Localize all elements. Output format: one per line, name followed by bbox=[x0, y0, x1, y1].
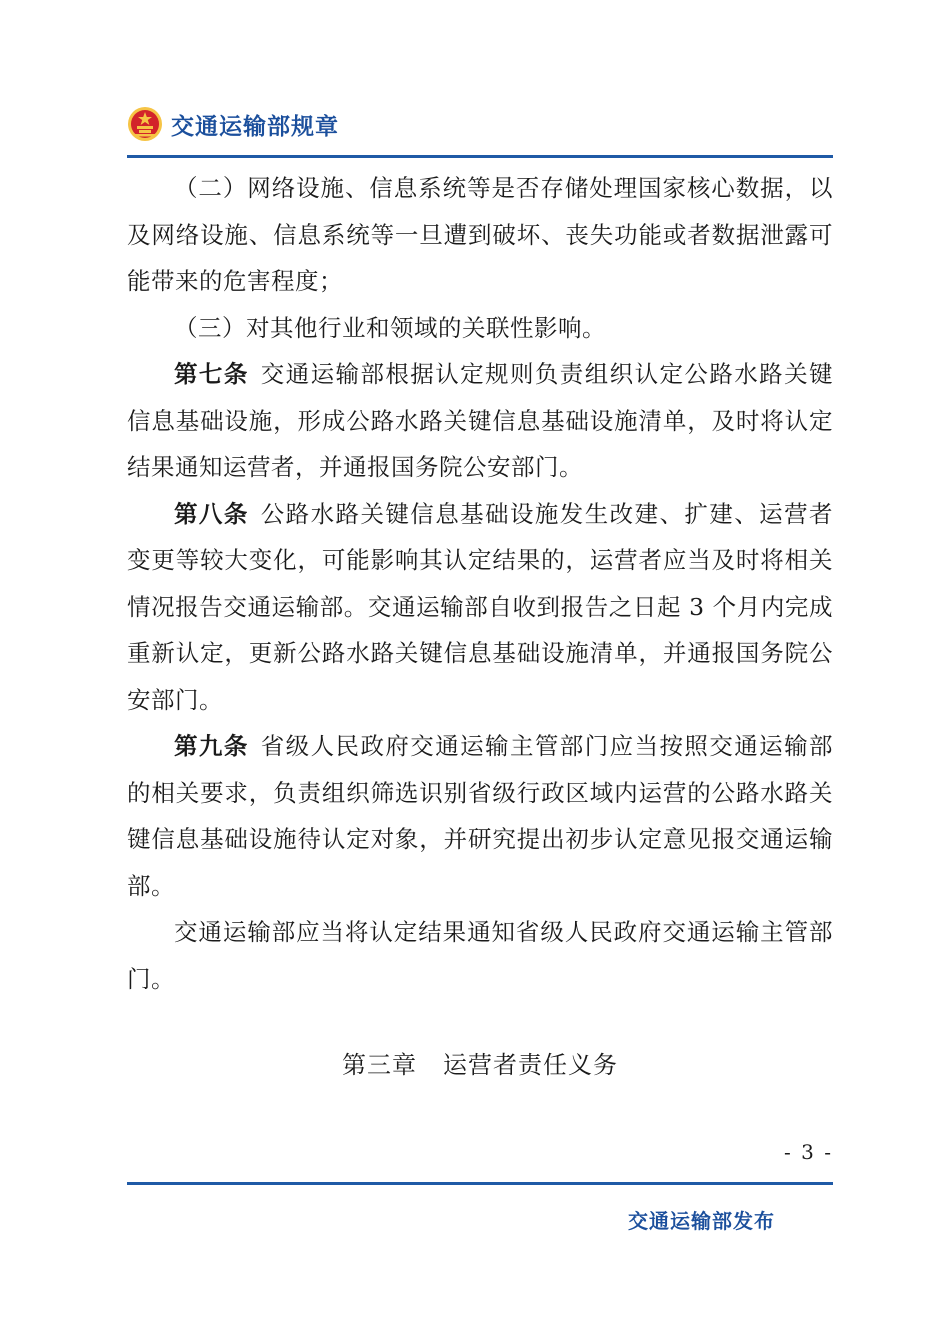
article-nine-second-paragraph: 交通运输部应当将认定结果通知省级人民政府交通运输主管部门。 bbox=[127, 918, 833, 993]
article-eight-label: 第八条 bbox=[174, 499, 249, 528]
article-nine-text: 省级人民政府交通运输主管部门应当按照交通运输部的相关要求，负责组织筛选识别省级行政区域内运营的公路水路关键信息基础设施待认定对象，并研究提出初步认定意见报交通运输部。 bbox=[127, 732, 834, 900]
clause-three: （三）对其他行业和领域的关联性影响。 bbox=[174, 313, 606, 342]
article-eight-text: 公路水路关键信息基础设施发生改建、扩建、运营者变更等较大变化，可能影响其认定结果的，运营者应当及时将相关情况报告交通运输部。交通运输部自收到报告之日起 3 个月内完成重新认定，更新公路水路关键信息基础设施清单，并通报国务院公安部门。 bbox=[127, 499, 834, 714]
article-seven bbox=[127, 351, 833, 491]
article-seven-text: 交通运输部根据认定规则负责组织认定公路水路关键信息基础设施，形成公路水路关键信息基础设施清单，及时将认定结果通知运营者，并通报国务院公安部门。 bbox=[127, 360, 834, 481]
article-eight bbox=[127, 491, 833, 724]
page-header bbox=[127, 102, 339, 146]
header-divider bbox=[127, 155, 833, 158]
document-body bbox=[127, 165, 833, 1002]
page-number: - 3 - bbox=[784, 1140, 833, 1164]
article-nine bbox=[127, 723, 833, 909]
footer-divider bbox=[127, 1182, 833, 1185]
header-title: 交通运输部规章 bbox=[171, 113, 339, 140]
footer-publisher: 交通运输部发布 bbox=[628, 1209, 775, 1233]
article-nine-label: 第九条 bbox=[174, 732, 249, 760]
chapter-heading bbox=[127, 1045, 833, 1080]
chapter-number: 第三章 bbox=[342, 1051, 417, 1079]
national-emblem-icon bbox=[127, 106, 163, 142]
chapter-title: 运营者责任义务 bbox=[443, 1051, 618, 1079]
article-seven-label: 第七条 bbox=[174, 360, 249, 388]
clause-two: （二）网络设施、信息系统等是否存储处理国家核心数据，以及网络设施、信息系统等一旦遭到破坏、丧失功能或者数据泄露可能带来的危害程度； bbox=[127, 174, 833, 295]
